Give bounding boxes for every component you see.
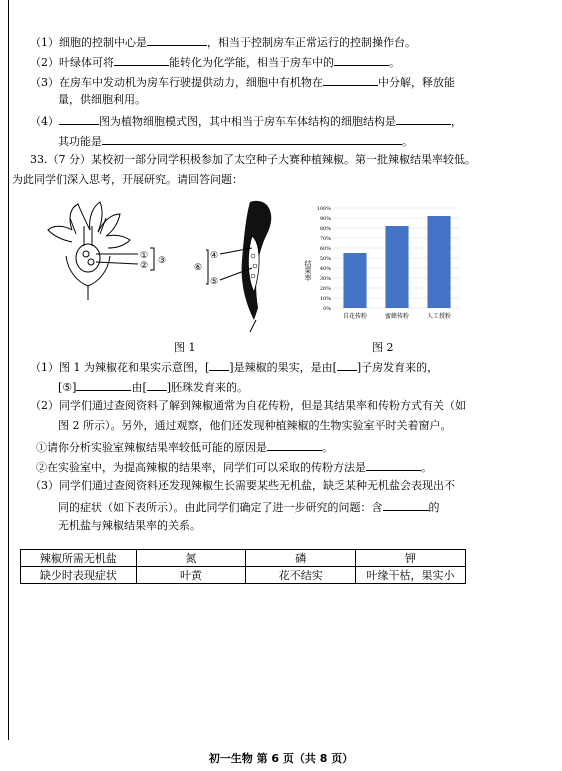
q33-sub2-q2: ②在实验室中，为提高辣椒的结果率，同学们可以采取的传粉方法是 。 <box>36 461 432 474</box>
table-cell: 花不结实 <box>246 567 356 584</box>
label-circled-1: ① <box>140 251 149 261</box>
y-tick-label: 70% <box>319 236 331 242</box>
answer-blank[interactable] <box>396 113 451 125</box>
q33-sub3-line3: 无机盐与辣椒结果率的关系。 <box>58 519 201 532</box>
answer-blank[interactable] <box>334 54 389 66</box>
q33-intro-line1: 33.（7 分）某校初一部分同学积极参加了太空种子大赛种植辣椒。第一批辣椒结果率较低。 <box>30 153 476 166</box>
answer-box[interactable] <box>337 359 357 371</box>
chart-x-ticks <box>343 312 451 320</box>
answer-blank[interactable] <box>267 439 322 451</box>
bar <box>427 216 450 308</box>
answer-blank[interactable] <box>114 54 169 66</box>
q33-sub2-line2: 图 2 所示）。另外，通过观察，他们还发现种植辣椒的生物实验室平时关着窗户。 <box>58 419 452 432</box>
label-circled-6: ⑥ <box>194 263 203 273</box>
figure1-flower-fruit-diagram <box>40 196 290 332</box>
mineral-symptom-table <box>20 549 466 584</box>
q33-sub1: （1）图 1 为辣椒花和果实示意图，[ ]是辣椒的果实，是由[ ]子房发育来的， <box>30 361 439 374</box>
y-tick-label: 30% <box>319 276 331 282</box>
q32-item4: （4） 图为植物细胞模式图，其中相当于房车车体结构的细胞结构是 ， <box>30 115 462 128</box>
chart-y-ticks <box>317 206 332 312</box>
q32-item3-cont: 量，供细胞利用。 <box>58 93 146 106</box>
y-tick-label: 40% <box>319 266 331 272</box>
figure1-caption: 图 1 <box>174 341 196 354</box>
answer-blank[interactable] <box>102 133 402 145</box>
left-margin-line <box>8 0 9 740</box>
x-tick-label: 蜜蜂传粉 <box>384 313 410 320</box>
y-tick-label: 10% <box>319 296 331 302</box>
q32-item1: （1）细胞的控制中心是 ，相当于控制房车正常运行的控制操作台。 <box>30 36 416 49</box>
table-cell: 缺少时表现症状 <box>21 567 137 584</box>
q33-sub3-line1: （3）同学们通过查阅资料还发现辣椒生长需要某些无机盐，缺乏某种无机盐会表现出不 <box>30 479 455 492</box>
q33-sub3-line2: 同的症状（如下表所示）。由此同学们确定了进一步研究的问题：含 的 <box>58 501 440 514</box>
answer-box[interactable] <box>147 379 167 391</box>
answer-blank[interactable] <box>76 379 131 391</box>
y-tick-label: 50% <box>319 256 331 262</box>
y-tick-label: 0% <box>323 306 331 312</box>
q33-sub2-line1: （2）同学们通过查阅资料了解到辣椒通常为自花传粉，但是其结果率和传粉方式有关（如 <box>30 399 466 412</box>
x-tick-label: 自花传粉 <box>342 313 368 320</box>
q32-item2: （2）叶绿体可将 能转化为化学能，相当于房车中的 。 <box>30 56 400 69</box>
q33-sub2-q1: ①请你分析实验室辣椒结果率较低可能的原因是 。 <box>36 441 333 454</box>
label-circled-3: ③ <box>158 256 167 266</box>
answer-blank[interactable] <box>59 113 99 125</box>
bar <box>385 226 408 308</box>
y-tick-label: 60% <box>319 246 331 252</box>
chart-ylabel: 结果率 <box>304 260 312 281</box>
answer-box[interactable] <box>209 359 229 371</box>
label-circled-5: ⑤ <box>210 277 219 287</box>
q32-item4-cont: 其功能是 。 <box>58 135 413 148</box>
table-row <box>21 567 466 584</box>
table-cell: 钾 <box>356 550 466 567</box>
table-cell: 磷 <box>246 550 356 567</box>
q33-intro-line2: 为此同学们深入思考，开展研究。请回答问题： <box>12 173 243 186</box>
answer-blank[interactable] <box>323 74 378 86</box>
page-footer: 初一生物 第 6 页（共 8 页） <box>208 752 354 765</box>
table-cell: 氮 <box>136 550 246 567</box>
figure2-bar-chart <box>300 200 465 330</box>
table-row <box>21 550 466 567</box>
answer-blank[interactable] <box>366 459 421 471</box>
y-tick-label: 20% <box>319 286 331 292</box>
x-tick-label: 人工授粉 <box>426 313 452 320</box>
label-circled-2: ② <box>140 261 149 271</box>
y-tick-label: 80% <box>319 226 331 232</box>
label-circled-4: ④ <box>210 251 219 261</box>
answer-blank[interactable] <box>383 499 429 511</box>
figure2-caption: 图 2 <box>372 341 394 354</box>
bar <box>343 253 366 308</box>
q32-item3: （3）在房车中发动机为房车行驶提供动力，细胞中有机物在 中分解，释放能 <box>30 76 455 89</box>
chart-bars <box>343 216 450 308</box>
q33-sub1-cont: [⑤] 由[ ]胚珠发育来的。 <box>58 381 249 394</box>
y-tick-label: 100% <box>316 206 331 212</box>
answer-blank[interactable] <box>147 34 207 46</box>
table-cell: 叶缘干枯，果实小 <box>356 567 466 584</box>
table-cell: 叶黄 <box>136 567 246 584</box>
y-tick-label: 90% <box>319 216 331 222</box>
table-cell: 辣椒所需无机盐 <box>21 550 137 567</box>
